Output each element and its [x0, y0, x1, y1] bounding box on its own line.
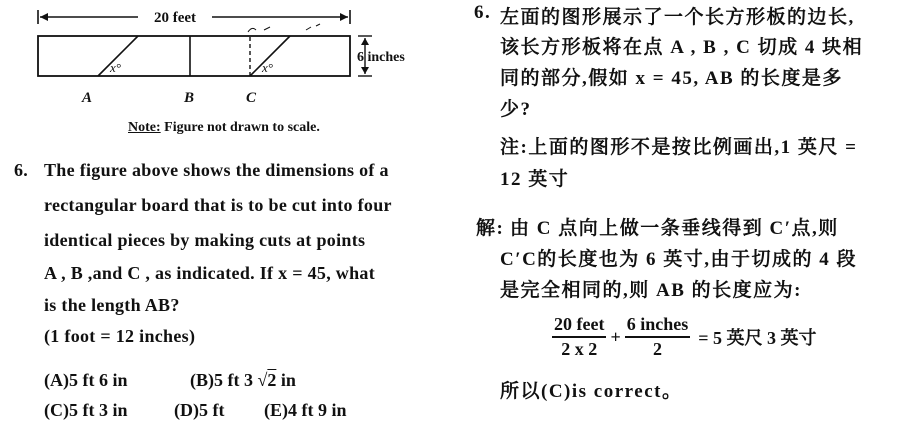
board-figure: [20, 0, 430, 115]
question-cn-line: 同的部分,假如 x = 45, AB 的长度是多: [500, 68, 843, 89]
board-rectangle: [38, 36, 350, 76]
question-en-line: A , B ,and C , as indicated. If x = 45, what: [44, 263, 376, 283]
fraction-two-numerator: 6 inches: [625, 314, 691, 338]
question-en-line: The figure above shows the dimensions of a: [44, 160, 389, 180]
height-label: 6 inches: [357, 50, 405, 65]
figure-note: [128, 120, 320, 136]
option-b-radicand: 2: [267, 370, 277, 390]
option-a: (A)5 ft 6 in: [44, 370, 128, 390]
plus-sign: +: [610, 326, 621, 347]
arrowhead-down-icon: [361, 67, 369, 74]
fraction-one-numerator: 20 feet: [552, 314, 606, 338]
fraction-one-denominator: 2 x 2: [561, 339, 598, 359]
question-cn-line: 该长方形板将在点 A , B , C 切成 4 块相: [500, 37, 864, 58]
question-cn-line: 左面的图形展示了一个长方形板的边长,: [500, 7, 855, 28]
fraction-one: [552, 314, 606, 360]
formula-result: = 5 英尺 3 英寸: [698, 328, 817, 348]
option-c: (C)5 ft 3 in: [44, 400, 128, 420]
fraction-two: [625, 314, 691, 360]
question-cn-note: 注:上面的图形不是按比例画出,1 英尺 =: [500, 137, 858, 158]
solution-line: C′C的长度也为 6 英寸,由于切成的 4 段: [500, 249, 858, 270]
point-label-c: C: [246, 90, 257, 106]
option-b-suffix: in: [276, 370, 296, 390]
note-text: Figure not drawn to scale.: [160, 120, 320, 135]
question-en-number: 6.: [14, 160, 29, 180]
note-label: Note:: [128, 120, 161, 135]
handwritten-mark: [248, 24, 320, 32]
solution-line: 由 C 点向上做一条垂线得到 C′点,则: [510, 218, 839, 239]
option-b-prefix: (B)5 ft 3: [190, 370, 258, 390]
point-label-b: B: [184, 90, 195, 106]
fraction-two-denominator: 2: [652, 339, 662, 359]
option-d: (D)5 ft: [174, 400, 225, 420]
arrowhead-left-icon: [40, 13, 48, 21]
angle-label-a: x°: [110, 60, 121, 75]
question-cn-number: 6.: [474, 2, 492, 23]
angle-label-c: x°: [262, 60, 273, 75]
solution-label: 解:: [476, 218, 505, 239]
solution-conclusion: 所以(C)is correct。: [500, 381, 683, 402]
arrowhead-up-icon: [361, 38, 369, 45]
question-en-line: is the length AB?: [44, 295, 180, 315]
point-label-a: A: [82, 90, 93, 106]
option-e: (E)4 ft 9 in: [264, 400, 347, 420]
question-en-conversion: (1 foot = 12 inches): [44, 326, 196, 346]
question-en-line: identical pieces by making cuts at points: [44, 230, 366, 250]
solution-formula: [548, 314, 817, 360]
solution-line: 是完全相同的,则 AB 的长度应为:: [500, 280, 802, 301]
radical-icon: √: [257, 370, 268, 390]
question-en-line: rectangular board that is to be cut into four: [44, 195, 392, 215]
option-b: [190, 370, 296, 391]
question-cn-line: 少?: [500, 99, 532, 120]
question-cn-note: 12 英寸: [500, 169, 570, 190]
arrowhead-right-icon: [340, 13, 348, 21]
length-label: 20 feet: [153, 10, 197, 26]
